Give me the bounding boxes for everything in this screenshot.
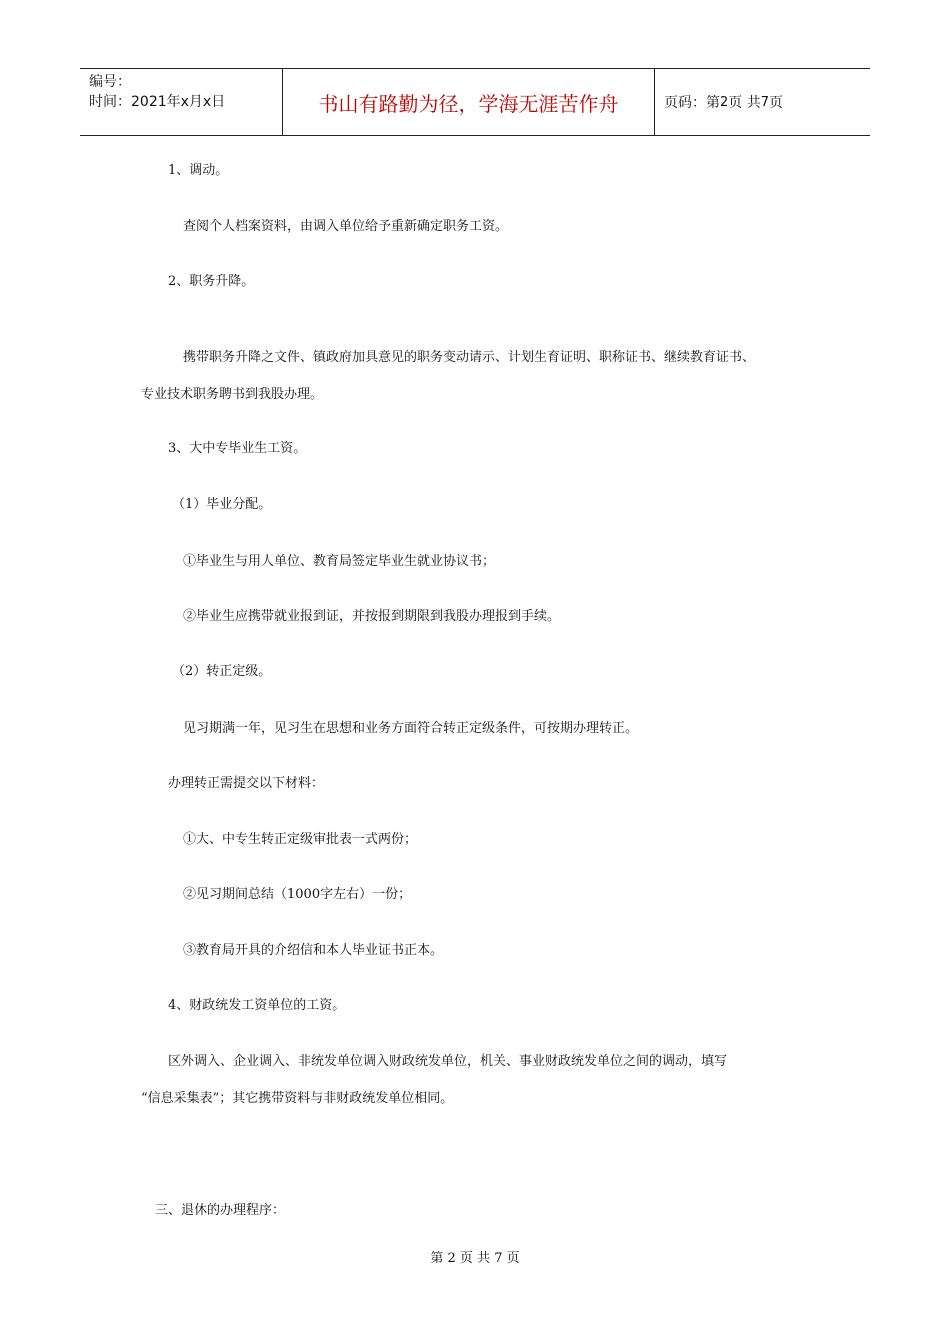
list-item: ②见习期间总结（1000字左右）一份；	[183, 887, 412, 902]
paragraph: 区外调入、企业调入、非统发单位调入财政统发单位，机关、事业财政统发单位之间的调动，填写	[168, 1054, 728, 1069]
paragraph: “信息采集表”；其它携带资料与非财政统发单位相同。	[141, 1091, 454, 1106]
header-table	[80, 68, 870, 136]
page-end: 页	[769, 95, 784, 111]
paragraph: 专业技术职务聘书到我股办理。	[141, 387, 324, 402]
paragraph: 携带职务升降之文件、镇政府加具意见的职务变动请示、计划生育证明、职称证书、继续教育证书、	[183, 350, 756, 365]
heading-2: 2、职务升降。	[168, 274, 255, 289]
page-number: 2	[720, 94, 729, 110]
paragraph: 见习期满一年，见习生在思想和业务方面符合转正定级条件，可按期办理转正。	[183, 721, 639, 736]
list-item: ①大、中专生转正定级审批表一式两份；	[183, 832, 418, 847]
time-value: 2021年x月x日	[131, 94, 226, 110]
paragraph: 查阅个人档案资料，由调入单位给予重新确定职务工资。	[183, 219, 509, 234]
list-item: ③教育局开具的介绍信和本人毕业证书正本。	[183, 943, 444, 958]
header-motto: 书山有路勤为径，学海无涯苦作舟	[282, 69, 655, 135]
page-label: 页码：第	[664, 95, 720, 111]
time-label: 时间：	[89, 94, 131, 110]
heading-4: 4、财政统发工资单位的工资。	[168, 998, 346, 1013]
list-item: ①毕业生与用人单位、教育局签定毕业生就业协议书；	[183, 554, 496, 569]
page-total: 7	[760, 94, 770, 110]
header-left-cell	[80, 69, 282, 135]
subheading: （1）毕业分配。	[172, 497, 272, 512]
heading-3: 3、大中专毕业生工资。	[168, 441, 307, 456]
paragraph: 办理转正需提交以下材料：	[168, 776, 325, 791]
page-footer: 第 2 页 共 7 页	[430, 1251, 520, 1266]
list-item: ②毕业生应携带就业报到证，并按报到期限到我股办理报到手续。	[183, 609, 561, 624]
document-number-label: 编号：	[89, 74, 131, 90]
section-heading: 三、退休的办理程序：	[155, 1203, 286, 1218]
document-time	[89, 91, 225, 111]
page-mid: 页 共	[728, 95, 761, 111]
subheading: （2）转正定级。	[172, 664, 272, 679]
header-page-info	[655, 69, 870, 135]
heading-1: 1、调动。	[168, 163, 229, 178]
